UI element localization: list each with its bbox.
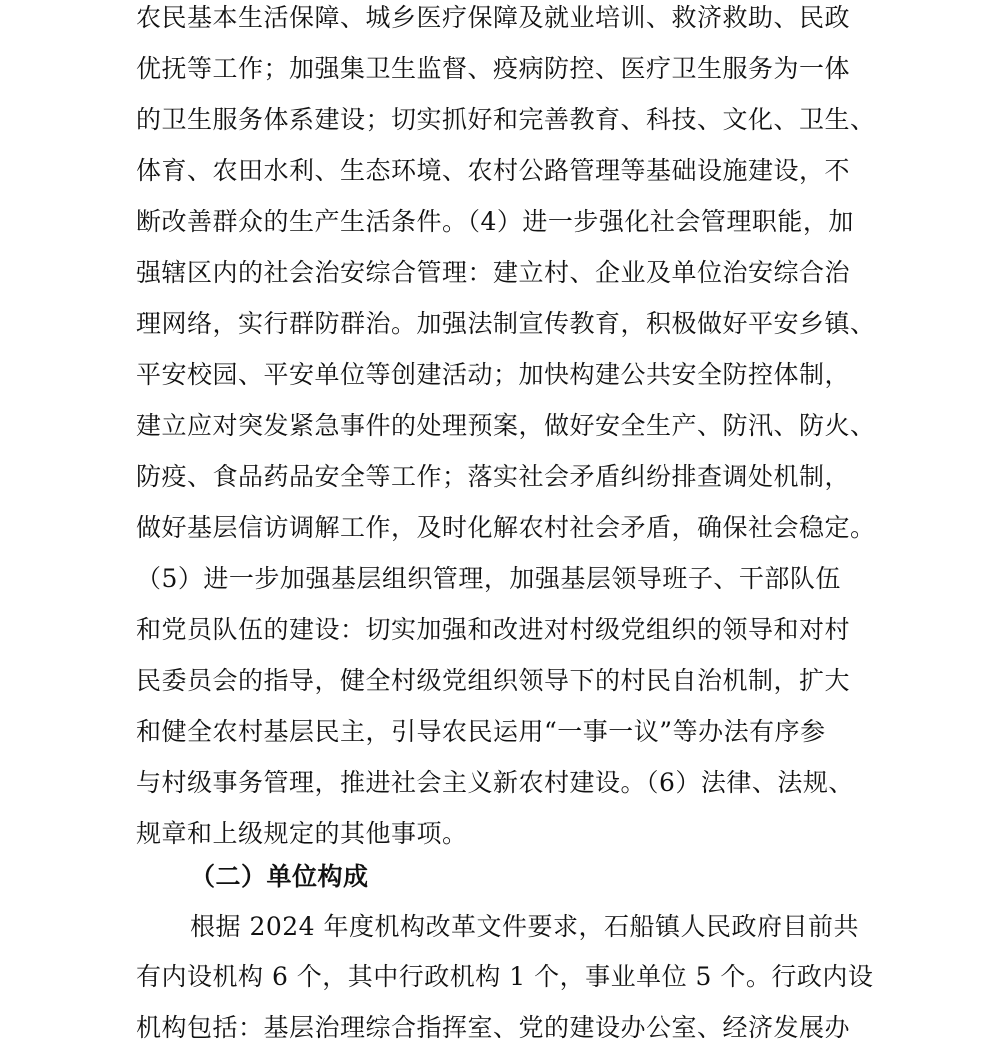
- paragraph-line: 机构包括：基层治理综合指挥室、党的建设办公室、经济发展办: [136, 1013, 851, 1042]
- paragraph-line: 优抚等工作；加强集卫生监督、疫病防控、医疗卫生服务为一体: [136, 54, 851, 83]
- paragraph-line: 断改善群众的生产生活条件。（4）进一步强化社会管理职能，加: [136, 207, 854, 236]
- paragraph-line: 强辖区内的社会治安综合管理：建立村、企业及单位治安综合治: [136, 258, 851, 287]
- paragraph-line: 平安校园、平安单位等创建活动；加快构建公共安全防控体制，: [136, 360, 851, 389]
- paragraph-line: 理网络，实行群防群治。加强法制宣传教育，积极做好平安乡镇、: [136, 309, 876, 338]
- paragraph-line: 和健全农村基层民主，引导农民运用“一事一议”等办法有序参: [136, 717, 826, 746]
- paragraph-line: 防疫、食品药品安全等工作；落实社会矛盾纠纷排查调处机制，: [136, 462, 851, 491]
- section-heading: （二）单位构成: [190, 862, 369, 891]
- paragraph-line: 和党员队伍的建设：切实加强和改进对村级党组织的领导和对村: [136, 615, 851, 644]
- paragraph-line: 体育、农田水利、生态环境、农村公路管理等基础设施建设，不: [136, 156, 851, 185]
- paragraph-line: 农民基本生活保障、城乡医疗保障及就业培训、救济救助、民政: [136, 3, 851, 32]
- paragraph-line: （5）进一步加强基层组织管理，加强基层领导班子、干部队伍: [136, 564, 841, 593]
- paragraph-line: 有内设机构 6 个，其中行政机构 1 个，事业单位 5 个。行政内设: [136, 962, 874, 991]
- paragraph-line: 做好基层信访调解工作，及时化解农村社会矛盾，确保社会稳定。: [136, 513, 876, 542]
- paragraph-line: 根据 2024 年度机构改革文件要求，石船镇人民政府目前共: [190, 912, 860, 941]
- paragraph-line: 的卫生服务体系建设；切实抓好和完善教育、科技、文化、卫生、: [136, 105, 876, 134]
- paragraph-line: 建立应对突发紧急事件的处理预案，做好安全生产、防汛、防火、: [136, 411, 876, 440]
- paragraph-line: 与村级事务管理，推进社会主义新农村建设。（6）法律、法规、: [136, 768, 854, 797]
- paragraph-line: 规章和上级规定的其他事项。: [136, 819, 468, 848]
- paragraph-line: 民委员会的指导，健全村级党组织领导下的村民自治机制，扩大: [136, 666, 851, 695]
